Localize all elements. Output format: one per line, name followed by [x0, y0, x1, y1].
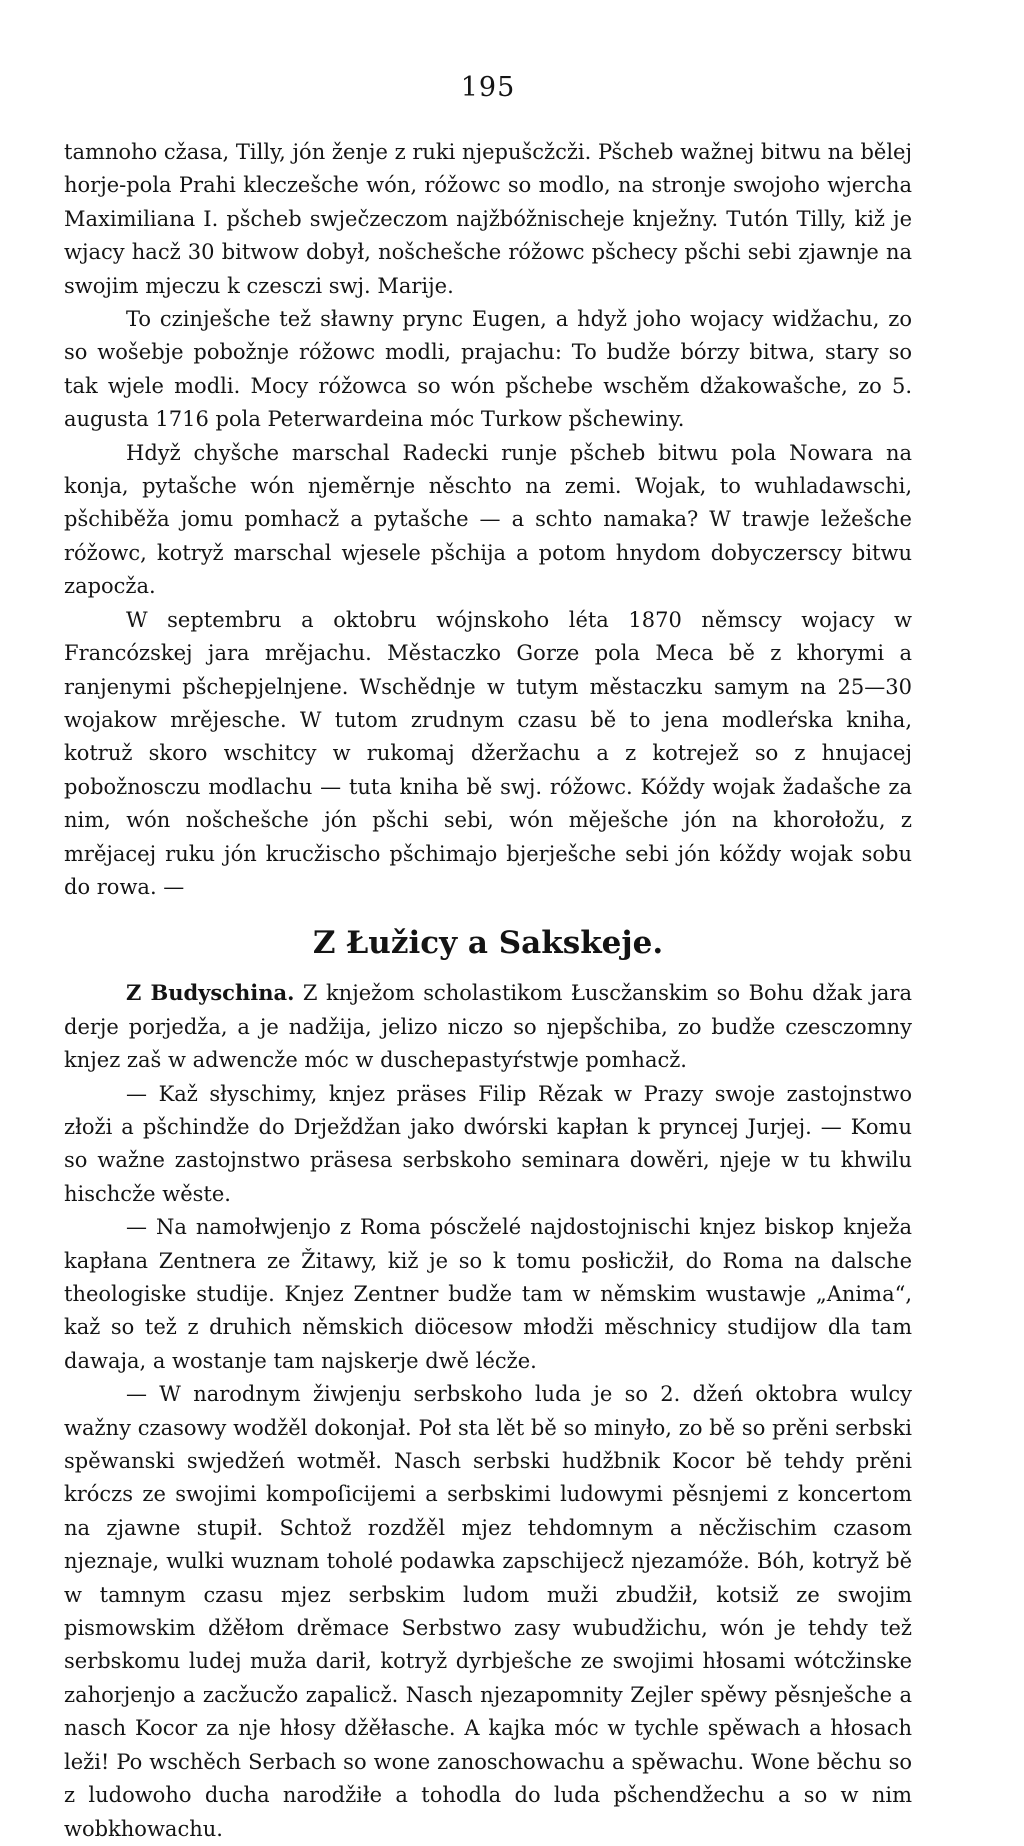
news-text: — Na namołwjenjo z Roma póscželé najdostojnischi knjez biskop knježa kapłana Zentnera ze Žitawy, kiž je so k tomu posłicžił, do Roma na dalsche theologiske studije. Knjez Zentner budže tam w němskim wustawje „Anima“, kaž so tež z druhich němskich diöcesow młodži měschnicy studijow dla tam dawaja, a wostanje tam najskerje dwě lécže. — [64, 1215, 912, 1373]
news-item-zentner — [64, 1211, 912, 1378]
news-text: — W narodnym žiwjenju serbskoho luda je so 2. džeń oktobra wulcy wažny czasowy wodžěl dokonjał. Poł sta lět bě so minyło, zo bě so prěni serbski spěwanski swjedžeń wotměł. Nasch serbski hudžbnik Kocor bě tehdy prěni króczs ze swojimi kompoſicijemi a serbskimi ludowymi pěsnjemi z koncertom na zjawne stupił. Schtož rozdžěl mjez tehdomnym a něcžischim czasom njeznaje, wulki wuznam toholé podawka zapschijecž njezamóže. Bóh, kotryž bě w tamnym czasu mjez serbskim ludom muži zbudžił, kotsiž ze swojim pismowskim džěłom drěmace Serbstwo zasy wubudžichu, wón je tehdy tež serbskomu ludej muža darił, kotryž dyrbješche ze swojimi hłosami wótcžinske zahorjenjo a zacžucžo zapalicž. Nasch njezapomnity Zejler spěwy pěsnješche a nasch Kocor za nje hłosy džěłasche. A kajka móc w tychle spěwach a hłosach leži! Po wschěch Serbach so wone zanoschowachu a spěwachu. Wone běchu so z ludowoho ducha narodžiłe a tohodla do luda pšchendžechu a so w nim wobkhowachu. — [64, 1382, 912, 1841]
news-item-budyschin — [64, 976, 912, 1077]
news-text: — Kaž słyschimy, knjez präses Filip Rězak w Prazy swoje zastojnstwo złoži a pšchindže do Drježdžan jako dwórski kapłan k pryncej Jurjej. — Komu so wažne zastojnstwo präsesa serbskoho seminara dowěri, njeje w tu khwilu hischcže wěste. — [64, 1081, 912, 1206]
news-text: Z knježom scholastikom Łuscžanskim so Bohu džak jara derje porjedža, a je nadžija, jelizo niczo so njepšchiba, zo budže czesczomny knjez zaš w adwencže móc w duschepastyŕstwje pomhacž. — [64, 981, 912, 1073]
paragraph-1870: W septembru a oktobru wójnskoho léta 1870 němscy wojacy w Francózskej jara mrějachu. Městaczko Gorze pola Meca bě z khorymi a ranjenymi pšchepjelnjene. Wschědnje w tutym městaczku samym na 25—30 wojakow mrějesche. W tutom zrudnym czasu bě to jena modleŕska kniha, kotruž skoro wschitcy w rukomaj džeržachu a z kotrejež so z hnujacej pobožnosczu modlachu — tuta kniha bě swj. róžowc. Kóždy wojak žadašche za nim, wón nošchešche jón pšchi sebi, wón měješche jón na khorołožu, z mrějacej ruku jón krucžischo pšchimajo bjerješche sebi jón kóždy wojak sobu do rowa. — — [64, 607, 912, 899]
news-lead-place: Z Budyschina. — [126, 980, 295, 1006]
paragraph-radecki: Hdyž chyšche marschal Radecki runje pšcheb bitwu pola Nowara na konja, pytašche wón njeměrnje něschto na zemi. Wojak, to wuhladawschi, pšchiběža jomu pomhacž a pytašche — a schto namaka? W trawje ležešche róžowc, kotryž marschal wjesele pšchija a potom hnydom dobyczerscy bitwu zapocža. — [64, 440, 912, 599]
document-page — [64, 70, 912, 1846]
news-item-rezak — [64, 1078, 912, 1212]
news-item-anniversary — [64, 1378, 912, 1846]
paragraph-eugen: To czinješche tež sławny prync Eugen, a hdyž joho wojacy widžachu, zo so wošebje pobožnje róžowc modli, prajachu: To budže bórzy bitwa, stary so tak wjele modli. Mocy róžowca so wón pšchebe wschěm džakowašche, zo 5. augusta 1716 pola Peterwardeina móc Turkow pšchewiny. — [64, 307, 912, 432]
paragraph-tilly: tamnoho cžasa, Tilly, jón ženje z ruki njepušcžcži. Pšcheb wažnej bitwu na bělej horje-pola Prahi kleczešche wón, róžowc so modlo, na stronje swojoho wjercha Maximiliana I. pšcheb swječzeczom najžbóžnischeje knježny. Tutón Tilly, kiž je wjacy hacž 30 bitwow dobył, nošchešche róžowc pšchecy pšchi sebi zjawnje na swojim mjeczu k czesczi swj. Marije. — [64, 140, 912, 298]
page-number: 195 — [460, 72, 516, 103]
section-heading: Z Łužicy a Sakskeje. — [312, 925, 664, 962]
